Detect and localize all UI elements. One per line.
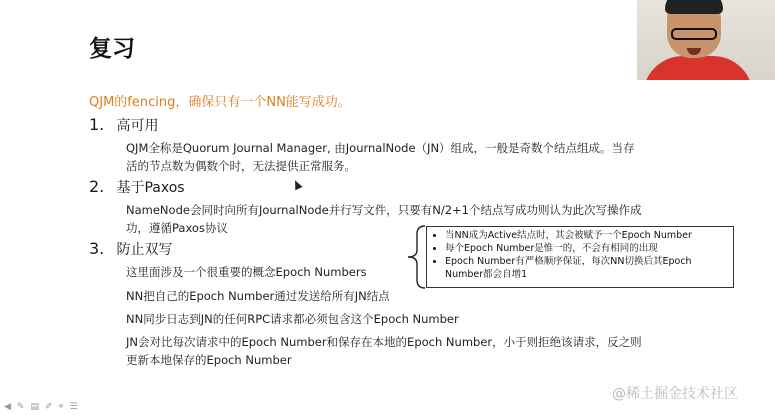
curly-brace-icon [405,224,427,290]
callout-item: • Epoch Number有严格顺序保证，每次NN切换后其Epoch Number都会自增1 [445,255,727,281]
list-number: 1. [89,115,105,134]
menu-icon[interactable]: ☰ [69,402,78,412]
item-3-line-2: NN把自己的Epoch Number通过发送给所有JN结点 [126,289,390,303]
callout-item: • 每个Epoch Number是惟一的，不会有相同的出现 [445,242,727,255]
presentation-toolbar [4,402,78,412]
list-item-1 [89,115,158,135]
paragraph-line: 活的节点数为偶数个时，无法提供正常服务。 [126,159,356,173]
mouse-cursor-icon [291,179,302,191]
item-1-text [126,139,635,175]
webcam-video[interactable] [637,0,775,80]
list-heading: 防止双写 [116,242,173,258]
pen-icon[interactable]: ✎ [16,402,25,412]
pointer-icon[interactable]: ⌖ [58,402,64,412]
watermark: @稀土掘金技术社区 [612,386,738,402]
document-icon[interactable]: ▤ [30,402,39,412]
presenter-hair [665,0,723,14]
paragraph-line: NameNode会同时向所有JournalNode并行写文件，只要有N/2+1个结点写成功则认为此次写操作成 [126,203,642,217]
list-heading: 基于Paxos [116,180,185,196]
paragraph-line: 更新本地保存的Epoch Number [126,353,292,367]
callout-item: • 当NN成为Active结点时，其会被赋予一个Epoch Number [445,229,727,242]
presenter-shirt [643,56,753,80]
arrow-icon[interactable]: ◀ [4,402,11,412]
presenter-glasses [671,28,717,40]
epoch-callout-box [426,226,734,288]
slide-subtitle: QJM的fencing，确保只有一个NN能写成功。 [89,95,351,110]
paragraph-line: JN会对比每次请求中的Epoch Number和保存在本地的Epoch Number，小于则拒绝该请求，反之则 [126,335,642,349]
list-number: 3. [89,239,105,258]
paragraph-line: QJM全称是Quorum Journal Manager, 由JournalNode（JN）组成，一般是奇数个结点组成。当存 [126,141,635,155]
paragraph-line: 功，遵循Paxos协议 [126,221,228,235]
list-item-2 [89,177,185,197]
list-number: 2. [89,177,105,196]
item-3-line-1: 这里面涉及一个很重要的概念Epoch Numbers [126,265,367,279]
list-heading: 高可用 [116,118,159,134]
list-item-3 [89,239,172,259]
item-3-line-3: NN同步日志到JN的任何RPC请求都必须包含这个Epoch Number [126,312,459,326]
slide-title: 复习 [89,36,135,62]
item-3-line-4 [126,333,642,369]
pencil-icon[interactable]: ✐ [44,402,53,412]
